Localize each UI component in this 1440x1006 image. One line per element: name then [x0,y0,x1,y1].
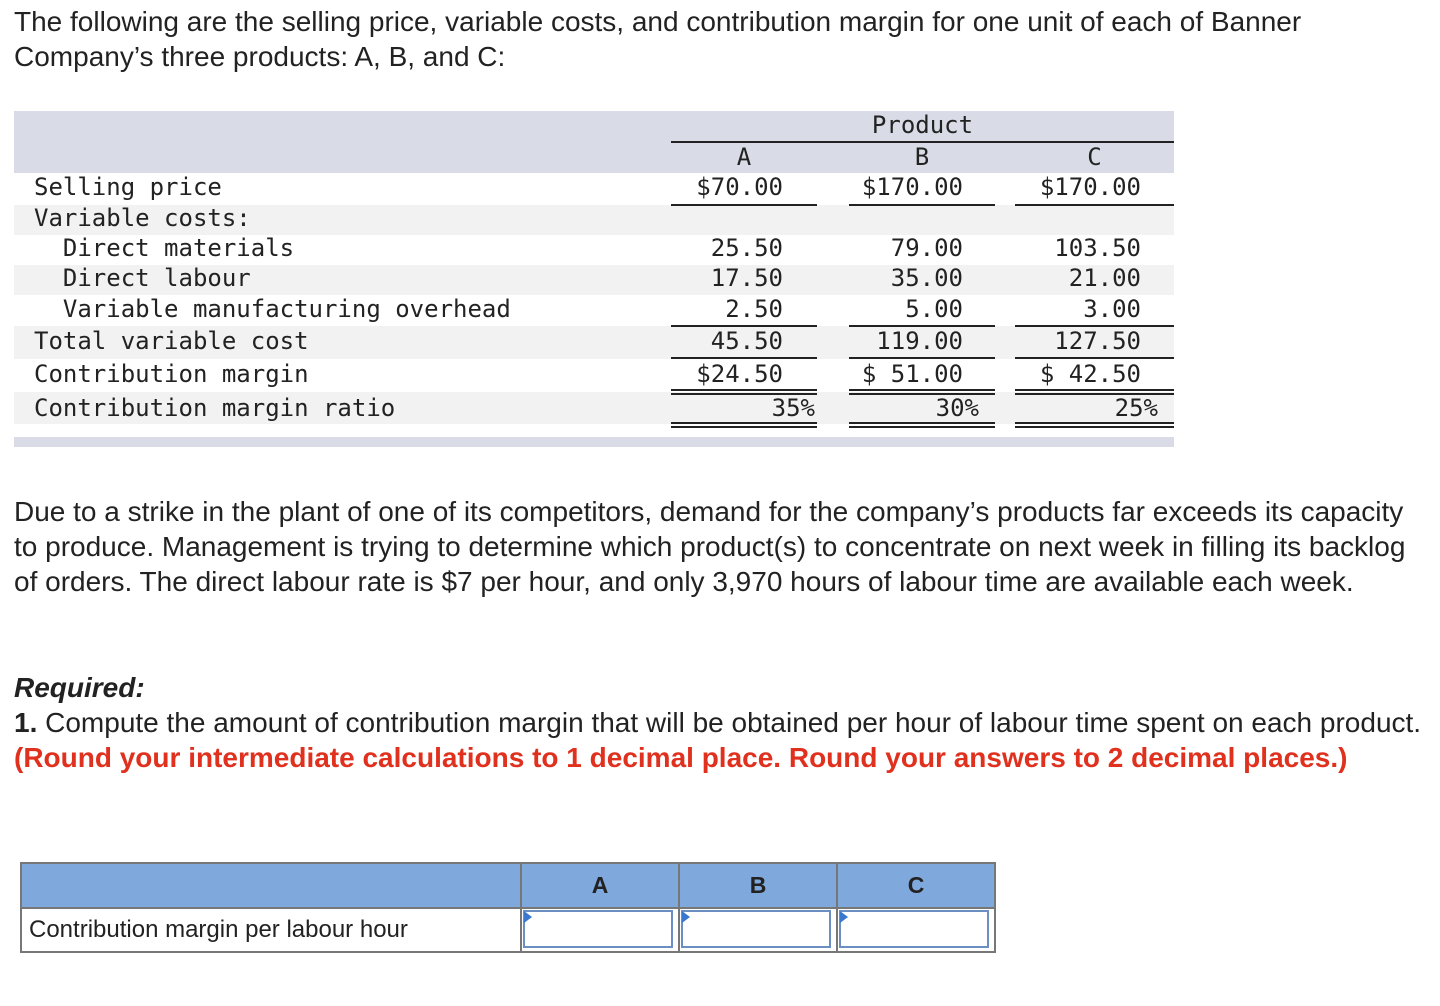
input-marker-icon [840,911,848,923]
double-rule [671,389,817,391]
double-rule [671,422,817,424]
value-cell: $170.00 [861,173,963,201]
input-marker-icon [682,911,690,923]
required-section [14,670,1434,775]
double-rule [671,426,817,428]
scenario-paragraph: Due to a strike in the plant of one of its competitors, demand for the company’s products far exceeds its capacity to produce. Management is trying to determine which product(s) to concentrate on next week in filling its backlog of orders. The direct labour rate is $7 per hour, and only 3,970 hours of labour time are available each week. [14,496,1406,597]
double-rule [849,393,995,395]
double-rule [1015,422,1174,424]
value-cell: 5.00 [905,295,963,323]
row-label-direct-materials: Direct materials [34,234,295,262]
column-rule [849,325,995,327]
value-cell: 103.50 [1054,234,1141,262]
value-cell: 119.00 [876,327,963,355]
value-cell: 2.50 [725,295,783,323]
row-label-cm-ratio: Contribution margin ratio [34,394,396,422]
row-label-variable-overhead: Variable manufacturing overhead [34,295,511,323]
column-rule [849,357,995,359]
requirement-text: Compute the amount of contribution margin that will be obtained per hour of labour time spent on each product. [37,707,1422,738]
value-cell: 3.00 [1083,295,1141,323]
value-cell: 30% [935,394,979,422]
column-rule [1015,325,1174,327]
answer-input-c[interactable] [839,910,989,948]
answer-header-c: C [837,863,995,908]
value-cell: $70.00 [696,173,783,201]
answer-cell-a [521,908,679,952]
value-cell: 25.50 [710,234,783,262]
column-rule [671,325,817,327]
rounding-instruction: (Round your intermediate calculations to 1 decimal place. Round your answers to 2 decimal places.) [14,742,1348,773]
double-rule [849,422,995,424]
value-cell: $24.50 [696,360,783,388]
answer-input-b[interactable] [681,910,831,948]
double-rule [1015,426,1174,428]
column-rule [1015,357,1174,359]
input-marker-icon [524,911,532,923]
row-label-direct-labour: Direct labour [34,264,251,292]
value-cell: 35.00 [890,264,963,292]
answer-row-label: Contribution margin per labour hour [21,908,521,952]
double-rule [1015,389,1174,391]
answer-header-a: A [521,863,679,908]
column-rule [849,204,995,206]
double-rule [1015,393,1174,395]
answer-cell-b [679,908,837,952]
value-cell: $170.00 [1039,173,1141,201]
answer-cell-c [837,908,995,952]
column-header-a: A [736,143,752,171]
column-rule [671,204,817,206]
value-cell: 127.50 [1054,327,1141,355]
answer-header-row [21,863,995,908]
column-header-b: B [914,143,930,171]
double-rule [849,426,995,428]
row-label-variable-costs: Variable costs: [34,204,251,232]
row-label-selling-price: Selling price [34,173,222,201]
value-cell: $ 51.00 [861,360,963,388]
column-header-c: C [1087,143,1102,171]
value-cell: 17.50 [710,264,783,292]
column-rule [671,357,817,359]
column-rule [1015,204,1174,206]
answer-table [20,862,996,953]
value-cell: 35% [771,394,815,422]
answer-input-a[interactable] [523,910,673,948]
value-cell: 25% [1114,394,1158,422]
value-cell: 79.00 [890,234,963,262]
value-cell: 21.00 [1068,264,1141,292]
row-label-total-variable-cost: Total variable cost [34,327,309,355]
requirement-number: 1. [14,707,38,738]
value-cell: $ 42.50 [1039,360,1141,388]
table-footer-band [14,437,1174,447]
answer-row [21,908,995,952]
answer-header-b: B [679,863,837,908]
double-rule [671,393,817,395]
product-group-header: Product [871,111,974,139]
double-rule [849,389,995,391]
intro-paragraph: The following are the selling price, variable costs, and contribution margin for one unit of each of Banner Company’s three products: A, B, and C: [14,6,1302,72]
value-cell: 45.50 [710,327,783,355]
required-heading: Required: [14,672,145,703]
answer-header-blank [21,863,521,908]
row-label-contribution-margin: Contribution margin [34,360,309,388]
